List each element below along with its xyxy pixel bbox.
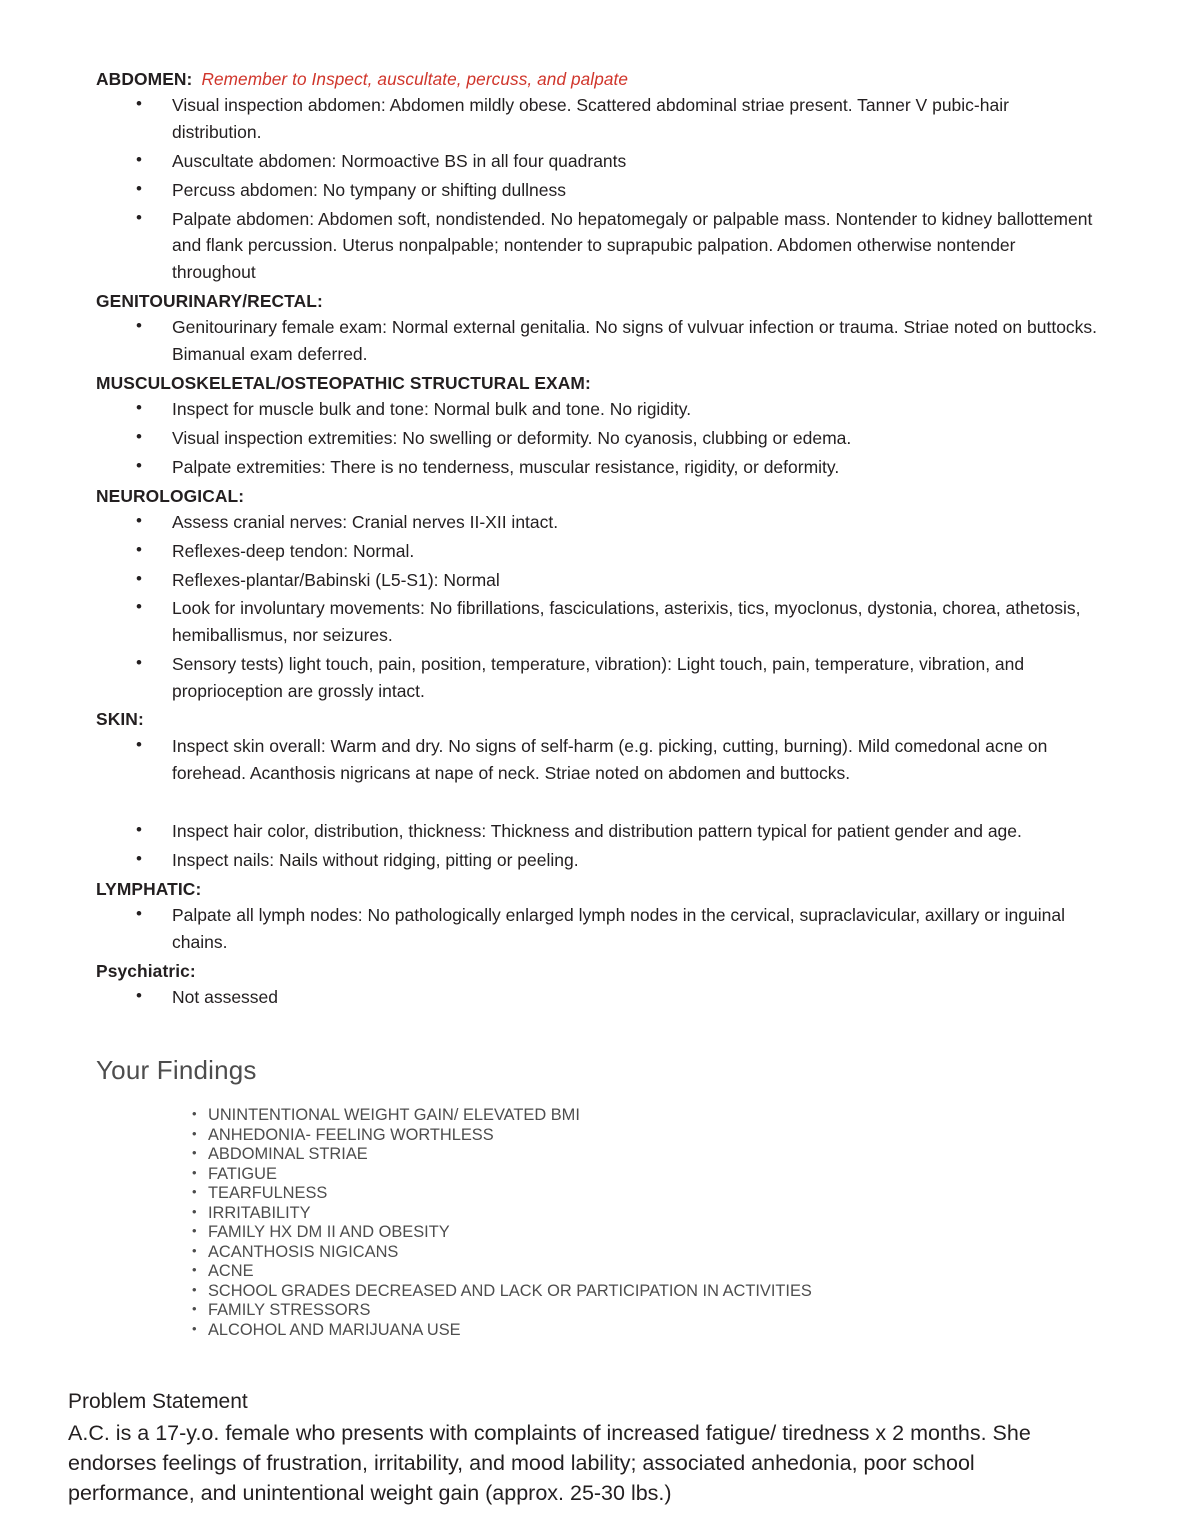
- list-item: • FAMILY STRESSORS: [192, 1301, 1098, 1321]
- section-hint: Remember to Inspect, auscultate, percuss, and palpate: [201, 69, 629, 89]
- list-item: • Not assessed: [96, 984, 1098, 1011]
- section-heading-psychiatric: [96, 958, 1098, 984]
- section-heading-genitourinary: [96, 288, 1098, 314]
- section-heading-neurological: [96, 483, 1098, 509]
- list-item: • ACANTHOSIS NIGICANS: [192, 1243, 1098, 1263]
- musculoskeletal-list: [96, 396, 1098, 480]
- problem-statement-title: Problem Statement: [68, 1390, 248, 1414]
- skin-list-continued: [96, 818, 1098, 874]
- your-findings-section: [96, 1055, 1098, 1340]
- list-item: • Reflexes-plantar/Babinski (L5-S1): Normal: [96, 567, 1098, 594]
- section-heading-musculoskeletal: [96, 370, 1098, 396]
- list-item: • Assess cranial nerves: Cranial nerves II-XII intact.: [96, 509, 1098, 536]
- section-heading-abdomen: [96, 66, 1098, 92]
- findings-list: [96, 1106, 1098, 1340]
- list-item: • UNINTENTIONAL WEIGHT GAIN/ ELEVATED BMI: [192, 1106, 1098, 1126]
- lymphatic-list: [96, 902, 1098, 956]
- list-item: • Inspect for muscle bulk and tone: Normal bulk and tone. No rigidity.: [96, 396, 1098, 423]
- list-item: • IRRITABILITY: [192, 1204, 1098, 1224]
- list-item: • Look for involuntary movements: No fibrillations, fasciculations, asterixis, tics, myoclonus, dystonia, chorea, athetosis, hemiballismus, nor seizures.: [96, 595, 1098, 649]
- skin-list: [96, 733, 1098, 787]
- list-item: • Visual inspection abdomen: Abdomen mildly obese. Scattered abdominal striae present. Tanner V pubic-hair distribution.: [96, 92, 1098, 146]
- section-heading-label: Psychiatric:: [96, 960, 196, 981]
- list-item: • Auscultate abdomen: Normoactive BS in all four quadrants: [96, 148, 1098, 175]
- list-item: • FAMILY HX DM II AND OBESITY: [192, 1223, 1098, 1243]
- section-heading-label: ABDOMEN:: [96, 69, 193, 89]
- section-heading-label: MUSCULOSKELETAL/OSTEOPATHIC STRUCTURAL EXAM:: [96, 372, 591, 393]
- list-item: • Genitourinary female exam: Normal external genitalia. No signs of vulvuar infection or trauma. Striae noted on buttocks. Bimanual exam deferred.: [96, 314, 1098, 368]
- list-item: • Palpate abdomen: Abdomen soft, nondistended. No hepatomegaly or palpable mass. Nontender to kidney ballottement and flank percussion. Uterus nonpalpable; nontender to suprapubic palpation. Abdomen otherwise nontender throughout: [96, 206, 1098, 286]
- list-item: • Sensory tests) light touch, pain, position, temperature, vibration): Light touch, pain, temperature, vibration, and proprioception are grossly intact.: [96, 651, 1098, 705]
- list-item: • Inspect nails: Nails without ridging, pitting or peeling.: [96, 847, 1098, 874]
- section-heading-label: SKIN:: [96, 709, 144, 730]
- psychiatric-list: [96, 984, 1098, 1011]
- spacer: [96, 788, 1098, 818]
- list-item: • Percuss abdomen: No tympany or shifting dullness: [96, 177, 1098, 204]
- list-item: • ABDOMINAL STRIAE: [192, 1145, 1098, 1165]
- list-item: • Visual inspection extremities: No swelling or deformity. No cyanosis, clubbing or edema.: [96, 425, 1098, 452]
- problem-statement-text: A.C. is a 17-y.o. female who presents with complaints of increased fatigue/ tiredness x 2 months. She endorses feelings of frustration, irritability, and mood lability; associated anhedonia, poor school performance, and unintentional weight gain (approx. 25-30 lbs.): [68, 1421, 1031, 1505]
- list-item: • ANHEDONIA- FEELING WORTHLESS: [192, 1126, 1098, 1146]
- list-item: • FATIGUE: [192, 1165, 1098, 1185]
- section-heading-label: NEUROLOGICAL:: [96, 485, 245, 506]
- problem-statement-section: [68, 1388, 1098, 1508]
- section-heading-lymphatic: [96, 876, 1098, 902]
- abdomen-list: [96, 92, 1098, 285]
- physical-exam-section: [96, 66, 1098, 1011]
- list-item: • TEARFULNESS: [192, 1184, 1098, 1204]
- list-item: • Inspect hair color, distribution, thickness: Thickness and distribution pattern typical for patient gender and age.: [96, 818, 1098, 845]
- list-item: • Reflexes-deep tendon: Normal.: [96, 538, 1098, 565]
- list-item: • SCHOOL GRADES DECREASED AND LACK OR PARTICIPATION IN ACTIVITIES: [192, 1282, 1098, 1302]
- genitourinary-list: [96, 314, 1098, 368]
- list-item: • Palpate all lymph nodes: No pathologically enlarged lymph nodes in the cervical, supraclavicular, axillary or inguinal chains.: [96, 902, 1098, 956]
- list-item: • ACNE: [192, 1262, 1098, 1282]
- findings-title: Your Findings: [96, 1055, 257, 1086]
- section-heading-label: LYMPHATIC:: [96, 878, 202, 899]
- neurological-list: [96, 509, 1098, 704]
- list-item: • Inspect skin overall: Warm and dry. No signs of self-harm (e.g. picking, cutting, burning). Mild comedonal acne on forehead. Acanthosis nigricans at nape of neck. Striae noted on abdomen and buttocks.: [96, 733, 1098, 787]
- list-item: • ALCOHOL AND MARIJUANA USE: [192, 1321, 1098, 1341]
- section-heading-skin: [96, 706, 1098, 732]
- list-item: • Palpate extremities: There is no tenderness, muscular resistance, rigidity, or deformity.: [96, 454, 1098, 481]
- section-heading-label: GENITOURINARY/RECTAL:: [96, 290, 323, 311]
